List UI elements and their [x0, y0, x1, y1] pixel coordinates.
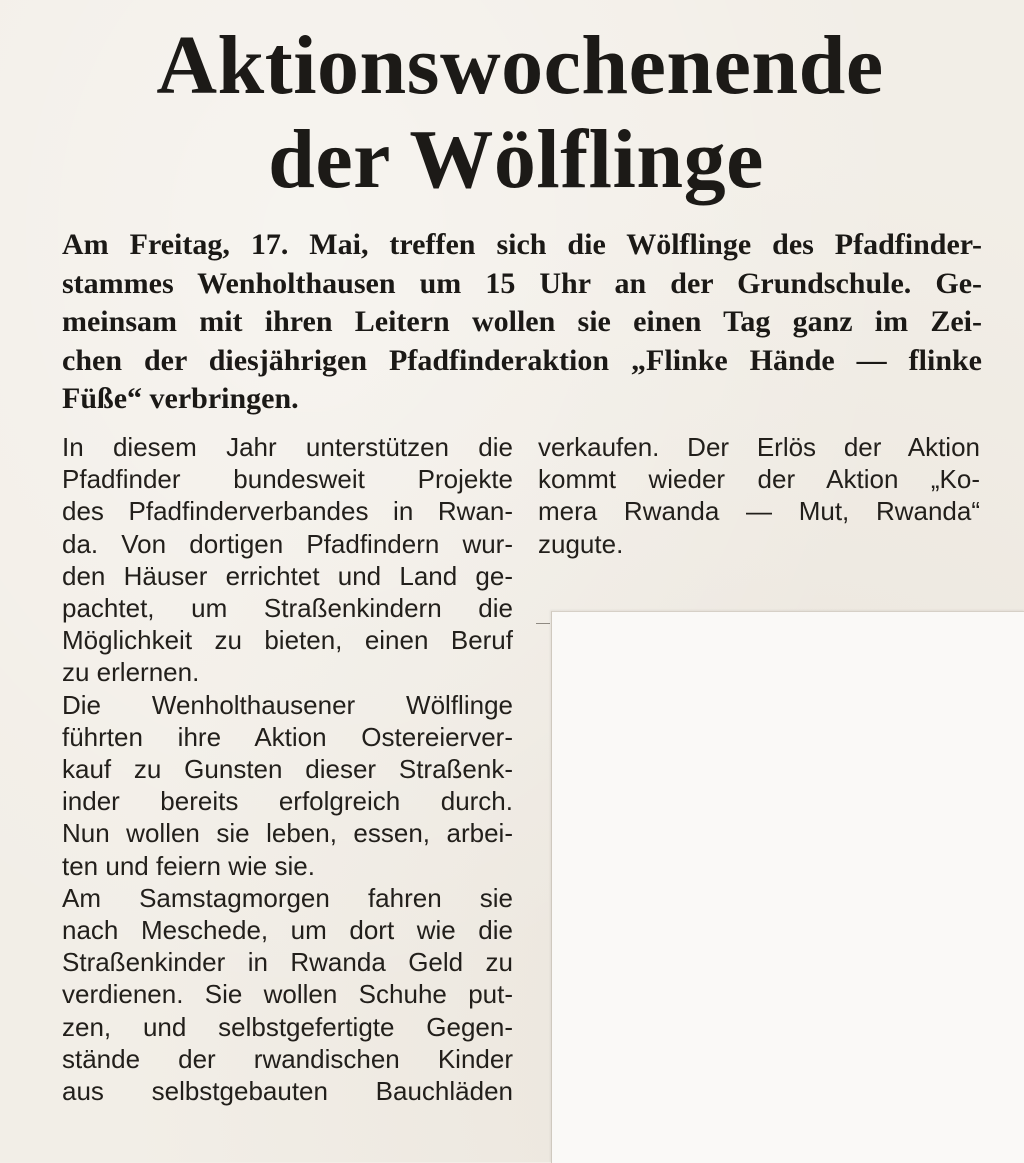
body-text-line: ten und feiern wie sie.: [62, 850, 315, 881]
body-text-line: Pfadfinder bundesweit Projekte: [62, 464, 513, 495]
lead-line: Füße“ verbringen.: [62, 382, 299, 415]
blank-paper-insert: [551, 611, 1024, 1163]
body-text-line: Nun wollen sie leben, essen, arbei-: [62, 818, 513, 849]
body-text-line: zu erlernen.: [62, 657, 200, 688]
body-text-line: stände der rwandischen Kinder: [62, 1043, 513, 1074]
body-text-line: den Häuser errichtet und Land ge-: [62, 560, 513, 591]
body-text-line: In diesem Jahr unterstützen die: [62, 432, 513, 462]
body-text-line: zen, und selbstgefertigte Gegen-: [62, 1011, 513, 1042]
headline-line-2: der Wölflinge: [268, 113, 764, 206]
body-text-line: pachtet, um Straßenkindern die: [62, 593, 513, 624]
lead-line: chen der diesjährigen Pfadfinderaktion „Flinke Hände — flinke: [62, 343, 982, 377]
body-text-line: verkaufen. Der Erlös der Aktion: [538, 432, 980, 462]
body-text-line: verdienen. Sie wollen Schuhe put-: [62, 979, 513, 1010]
body-text-line: mera Rwanda — Mut, Rwanda“: [538, 496, 980, 527]
body-text-line: aus selbstgebauten Bauchläden: [62, 1076, 513, 1107]
lead-line: meinsam mit ihren Leitern wollen sie einen Tag ganz im Zei-: [62, 305, 982, 338]
body-text-line: Die Wenholthausener Wölflinge: [62, 689, 513, 720]
body-text-line: des Pfadfinderverbandes in Rwan-: [62, 496, 513, 527]
body-text-line: nach Meschede, um dort wie die: [62, 915, 513, 946]
lead-line: Am Freitag, 17. Mai, treffen sich die Wölflinge des Pfadfinder-: [62, 228, 982, 261]
body-column-right: [538, 431, 980, 560]
body-column-left: [62, 431, 513, 1107]
body-text-line: führten ihre Aktion Ostereierver-: [62, 721, 513, 752]
body-text-line: zugute.: [538, 528, 624, 559]
body-text-line: Möglichkeit zu bieten, einen Beruf: [62, 625, 513, 656]
body-text-line: Straßenkinder in Rwanda Geld zu: [62, 947, 513, 978]
body-text-line: Am Samstagmorgen fahren sie: [62, 882, 513, 913]
body-text-line: da. Von dortigen Pfadfindern wur-: [62, 528, 513, 559]
lead-paragraph: [62, 226, 982, 419]
headline-line-1: Aktionswochenende: [156, 19, 884, 112]
paste-edge-mark: [536, 623, 550, 624]
lead-line: stammes Wenholthausen um 15 Uhr an der Grundschule. Ge-: [62, 266, 982, 300]
body-text-line: kommt wieder der Aktion „Ko-: [538, 464, 980, 495]
body-text-line: inder bereits erfolgreich durch.: [62, 786, 513, 817]
body-text-line: kauf zu Gunsten dieser Straßenk-: [62, 754, 513, 785]
